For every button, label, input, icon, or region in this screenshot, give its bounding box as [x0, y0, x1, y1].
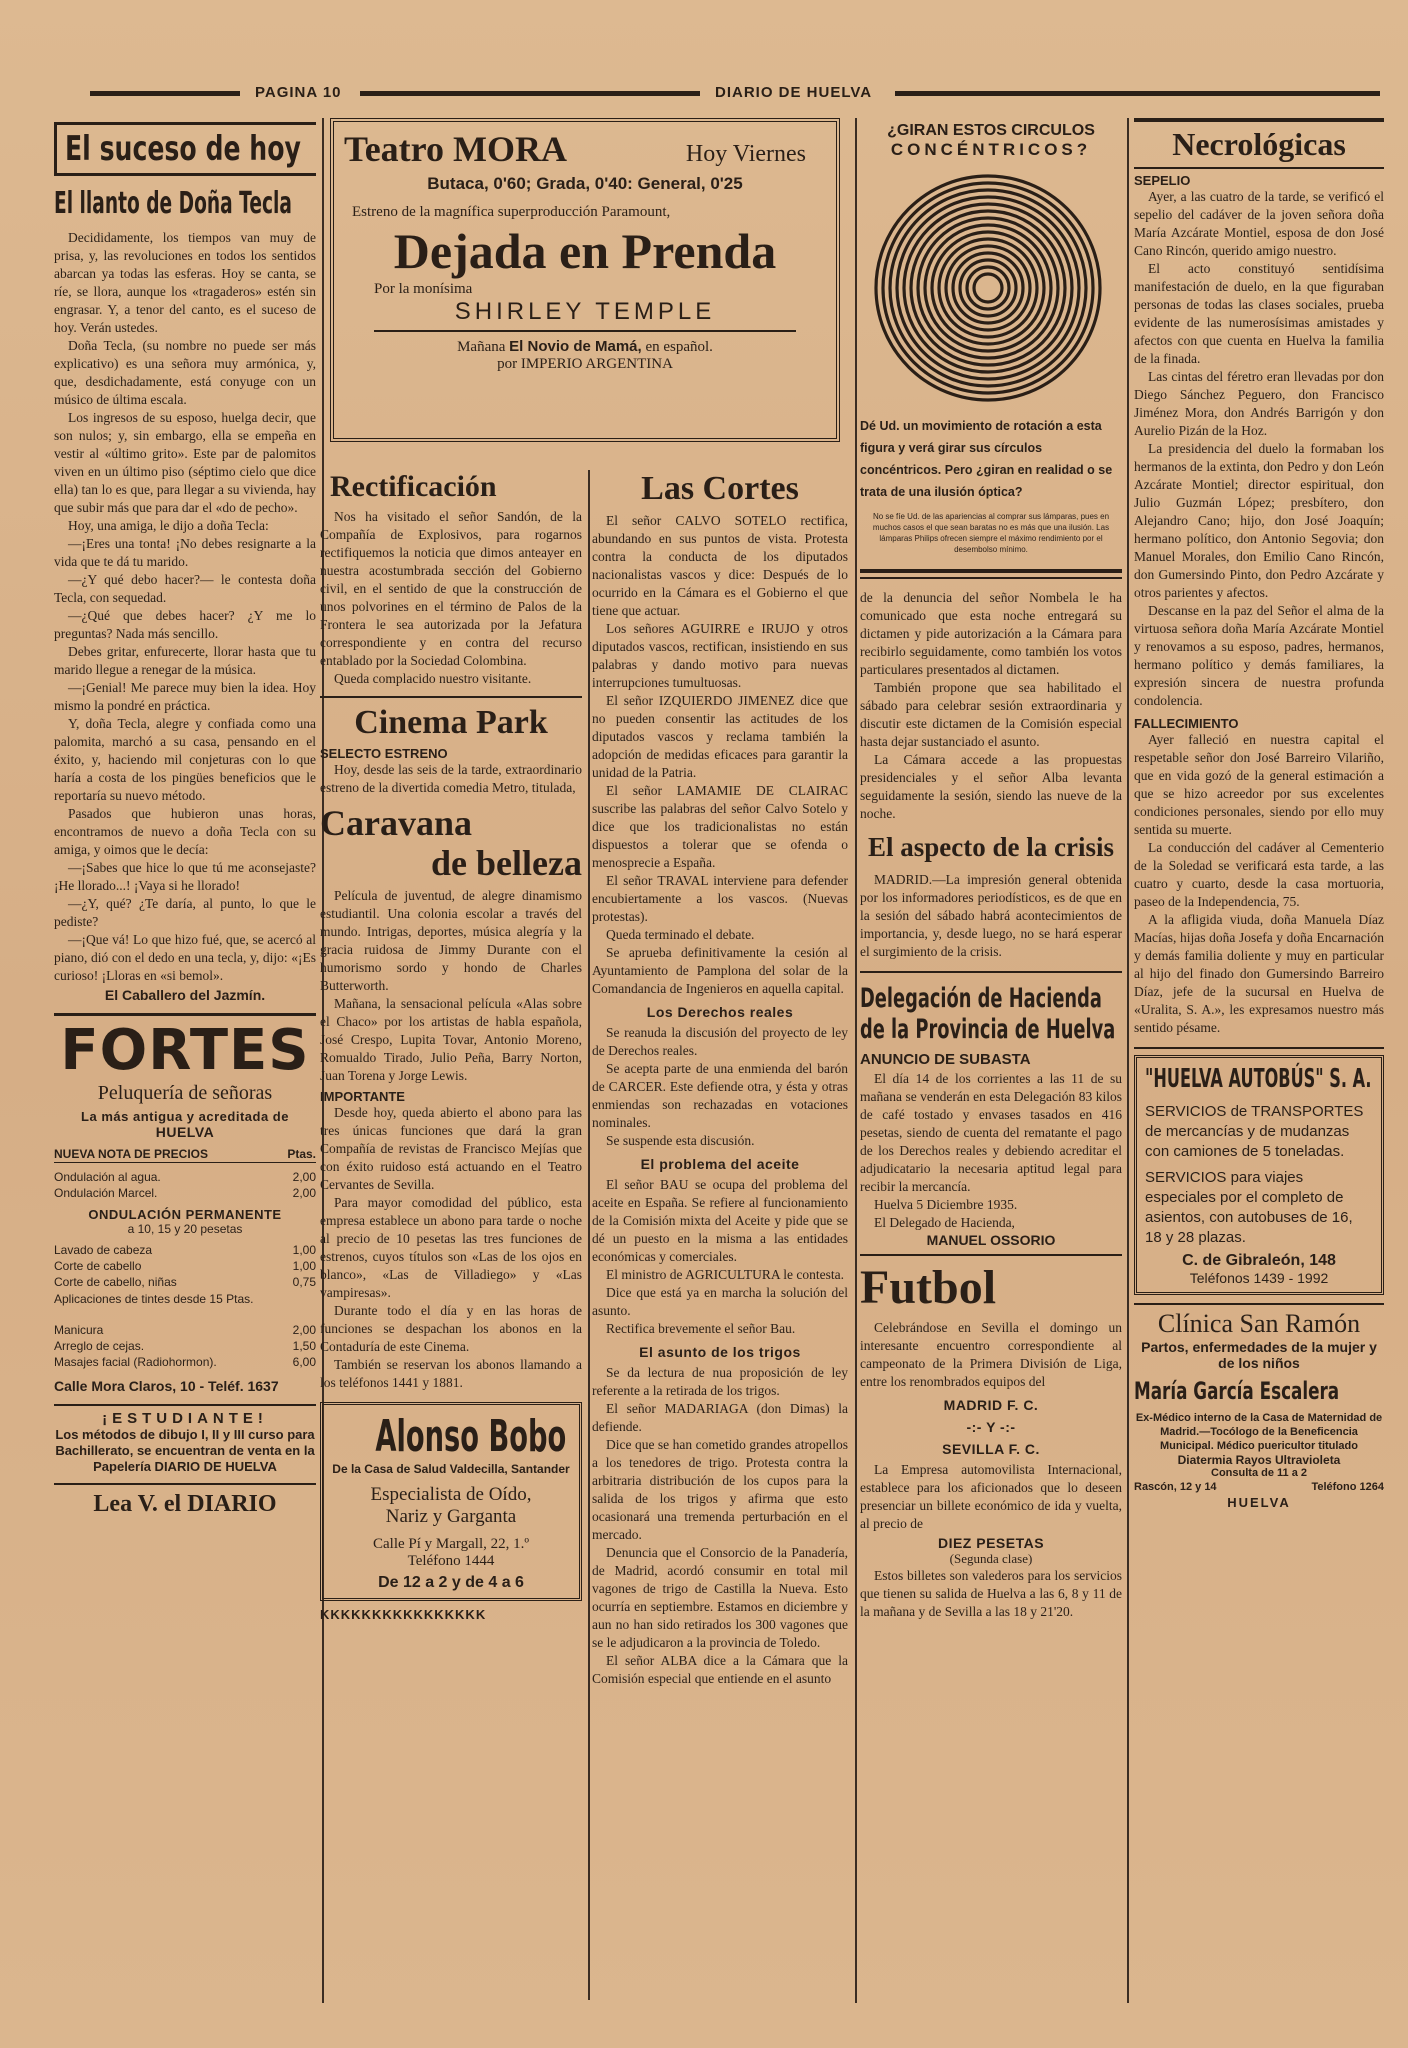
- fortes-sub: Peluquería de señoras: [97, 1082, 273, 1104]
- price-list-1: [54, 1169, 316, 1201]
- fortes-name: FORTES: [60, 1018, 310, 1083]
- clinica-city: HUELVA: [1227, 1495, 1291, 1510]
- estudiante-head: ¡ESTUDIANTE!: [102, 1410, 268, 1427]
- film-title: Dejada en Prenda: [393, 223, 777, 279]
- alonso-addr: Calle Pí y Margall, 22, 1.º: [372, 1536, 530, 1552]
- concentric-ring: [974, 274, 1002, 302]
- perm-title: ONDULACIÓN PERMANENTE: [88, 1207, 282, 1222]
- clinica-tel: Teléfono 1264: [1311, 1481, 1384, 1493]
- cortes-h2: Los Derechos reales: [646, 1004, 794, 1020]
- price-row: Masajes facial (Radiohormon). 6,00: [54, 1355, 316, 1369]
- film2-title: de belleza: [431, 843, 582, 883]
- fortes-city: HUELVA: [155, 1124, 215, 1140]
- alonso-bobo-ad: [320, 1402, 582, 1601]
- autobus-addr: C. de Gibraleón, 148: [1182, 1252, 1336, 1269]
- column-1: [54, 118, 316, 1518]
- concentric-ring: [883, 183, 1093, 393]
- alonso-tel: Teléfono 1444: [407, 1553, 495, 1569]
- manana-film: El Novio de Mamá,: [509, 338, 642, 355]
- film1-title: Caravana: [320, 803, 472, 843]
- star-name: SHIRLEY TEMPLE: [374, 298, 796, 332]
- article-title: El llanto de Doña Tecla: [54, 186, 292, 221]
- signature: El Caballero del Jazmín.: [104, 987, 266, 1003]
- article-body: Decididamente, los tiempos van muy de prisa, y, las revoluciones en todos los sentidos abarcan ya todas las esferas. Hoy se canta, se ríe, se llora, aunque los «tragaderos» estén sin engrasar. Y, a tenor del canto, es el suceso de hoy. Verán ustedes. Doña Tecla, (su nombre no puede ser más explicativo) es una señora muy armónica, y, que, desdichadamente, está conyuge con un músico de última escala. Los ingresos de su esposo, huelga decir, que son nulos; y, sin embargo, ella se empeña en vestir al «último grito». Este par de palomitos viven en un último piso (séptimo cielo que dice ella) tan lo es que, para llegar a su vivienda, hay que subir más que para dar el «do de pecho». Hoy, una amiga, le dijo a doña Tecla: —¡Eres una tonta! ¡No debes resignarte a la vida que te dá tu marido. —¿Y qué debo hacer?— le contesta doña Tecla, con sequedad. —¿Qué que debes hacer? ¿Y me lo preguntas? Nada más sencillo. Debes gritar, enfurecerte, llorar hasta que tu marido llegue a renegar de la música. —¡Genial! Me parece muy bien la idea. Hoy mismo la pondré en práctica. Y, doña Tecla, alegre y confiada como una palomita, marchó a su casa, pensando en el éxito, y, haciendo mil conjeturas con lo que haría a costa de los pingües beneficios que le reportaría su nuevo método. Pasados que hubieron unas horas, encontramos de nuevo a doña Tecla con su amiga, y oimos que le decía: —¡Sabes que hice lo que tú me aconsejaste? ¡He llorado...! ¡Vaya si he llorado! —¿Y, qué? ¿Te daría, al punto, lo que le pediste? —¡Que vá! Lo que hizo fué, que, se acercó al piano, dió con el dedo en una tecla, y, dijo: «¡Es curioso! ¡Lloras en «si bemol».: [54, 230, 316, 983]
- futbol-title: Futbol: [860, 1261, 997, 1314]
- cinema-importante: IMPORTANTE: [320, 1089, 405, 1104]
- cortes-h3: El problema del aceite: [640, 1156, 800, 1172]
- delegacion-sub: ANUNCIO DE SUBASTA: [860, 1051, 1031, 1068]
- clinica-cred: Ex-Médico interno de la Casa de Maternidad de Madrid.—Tocólogo de la Beneficencia Municipal. Médico puericultor titulado: [1135, 1412, 1383, 1452]
- delegacion-t1: Delegación de Hacienda: [860, 983, 1102, 1014]
- perm-sub: a 10, 15 y 20 pesetas: [127, 1222, 243, 1236]
- rect-title: Rectificación: [330, 470, 497, 503]
- cortes-title: Las Cortes: [641, 470, 799, 507]
- delegacion-name: MANUEL OSSORIO: [926, 1232, 1056, 1248]
- estudiante-ad: [54, 1410, 316, 1475]
- clinica-name: Clínica San Ramón: [1157, 1309, 1361, 1338]
- delegacion-text: El día 14 de los corrientes a las 11 de su mañana se venderán en esta Delegación 83 kilos de café tostado y envases tasados en 416 pesetas, siendo de cuenta del rematante el pago de los Derechos reales y debiendo acreditar el adjudicatario la necesaria aptitud legal para recibir la mercancía.: [860, 1071, 1122, 1194]
- price-row: Corte de cabello 1,00: [54, 1259, 316, 1273]
- autobus-l1: SERVICIOS de TRANSPORTES de mercancías y de mudanzas con camiones de 5 toneladas.: [1145, 1103, 1364, 1160]
- futbol-price: DIEZ PESETAS: [937, 1535, 1045, 1551]
- futbol-clase: (Segunda clase): [949, 1551, 1033, 1566]
- price-row: Manicura 2,00: [54, 1323, 316, 1337]
- cinema-selecto: SELECTO ESTRENO: [320, 746, 448, 761]
- teatro-name: Teatro MORA: [344, 129, 567, 169]
- autobus-ad: [1134, 1055, 1384, 1295]
- autobus-tel: Teléfonos 1439 - 1992: [1189, 1270, 1329, 1286]
- alonso-border: KKKKKKKKKKKKKKKK: [320, 1607, 487, 1622]
- autobus-name: "HUELVA AUTOBÚS" S. A.: [1145, 1064, 1372, 1094]
- manana-label: Mañana: [457, 339, 506, 355]
- section-box: [54, 122, 316, 176]
- necro-title: Necrológicas: [1172, 126, 1346, 162]
- cinema-p1: Hoy, desde las seis de la tarde, extraordinario estreno de la divertida comedia Metro, titulada,: [320, 762, 582, 795]
- alonso-spec: Especialista de Oído, Nariz y Garganta: [370, 1484, 532, 1527]
- teatro-por: Por la monísima: [374, 281, 473, 297]
- price-row: Ondulación Marcel. 2,00: [54, 1186, 316, 1200]
- teatro-day: Hoy Viernes: [685, 141, 806, 167]
- concentric-ring: [911, 211, 1065, 365]
- price-row: Corte de cabello, niñas 0,75: [54, 1275, 316, 1289]
- column-3: Las Cortes El señor CALVO SOTELO rectifica, abundando en sus puntos de vista. Protesta contra la conducta de los diputados nacionalistas vascos y dice: Después de lo ocurrido en la Cámara es el Gobierno el que tiene que actuar. Los señores AGUIRRE e IRUJO y otros diputados vascos, rectifican, insistiendo en sus palabras y dando motivo para nuevas interrupciones tumultuosas. El señor IZQUIERDO JIMENEZ dice que no pueden consentir las actitudes de los diputados vascos y reclama también la adopción de medidas eficaces para garantir la unidad de la Patria. El señor LAMAMIE DE CLAIRAC suscribe las palabras del señor Calvo Sotelo y dice que los tradicionalistas no están dispuestos a tolerar que se ofenda o menosprecie a España. El señor TRAVAL interviene para defender encubiertamente a los vascos. (Nuevas protestas). Queda terminado el debate. Se aprueba definitivamente la cesión al Ayuntamiento de Pamplona del solar de la Comandancia de Ingenieros en aquella capital. Los Derechos reales Se reanuda la discusión del proyecto de ley de Derechos reales. Se acepta parte de una enmienda del barón de CARCER. Este defiende otra, y ésta y otras enmiendas son rechazadas en votaciones nominales. Se suspende esta discusión. El problema del aceite El señor BAU se ocupa del problema del aceite en España. Se refiere al funcionamiento de la Comisión mixta del Aceite y pide que se dé un puesto en la misma a las entidades económicas y comerciales. El ministro de AGRICULTURA le contesta. Dice que está ya en marcha la solución del asunto. Rectifica brevemente el señor Bau. El asunto de los trigos Se da lectura de nua proposición de ley referente a la retirada de los trigos. El señor MADARIAGA (don Dimas) la defiende. Dice que se han cometido grandes atropellos a los tenedores de trigo. Protesta contra la arbitraria distribución de los cupos para la salida de los trigos y afirma que esto ocasionará una tremenda perturbación en el mercado. Denuncia que el Consorcio de la Panadería, de Madrid, acordó consumir en total mil vagones de trigo de Castilla la Nueva. Esto ocurría en septiembre. Estamos en diciembre y aun no han sido retirados los 300 vagones que se le adjudicaron a la provincia de Toledo. El señor ALBA dice a la Cámara que la Comisión especial que entiende en el asunto: [592, 470, 848, 1686]
- necro-h1: SEPELIO: [1134, 173, 1191, 188]
- circulos-text: Dé Ud. un movimiento de rotación a esta figura y verá girar sus círculos concéntricos. Pero ¿giran en realidad o se trata de una ilusión óptica?: [860, 419, 1113, 499]
- rect-text2: Queda complacido nuestro visitante.: [334, 671, 532, 686]
- rect-text: Nos ha visitado el señor Sandón, de la Compañía de Explosivos, para rogarnos rectifiquemos la noticia que dimos anteayer en nuestra acostumbrada sección del Gobierno civil, en el sentido de que la construcción de unos polvorines en el término de Palos de la Frontera le sea autorizada por la Jefatura correspondiente y en contra del recurso entablado por la Sociedad Colombina.: [320, 509, 582, 668]
- column-4: ¿GIRAN ESTOS CIRCULOS CONCÉNTRICOS? Dé Ud. un movimiento de rotación a esta figura y verá girar sus círculos concéntricos. Pero ¿giran en realidad o se trata de una ilusión óptica? No se fíe Ud. de las apariencias al comprar sus lámparas, pues en muchos casos el que sean baratas no es más que una ilusión. Las lámparas Philips ofrecen siempre el máximo rendimiento por el desembolso mínimo. de la denuncia del señor Nombela le ha comunicado que esta noche entregará su dictamen y pide autorización a la Cámara para recibirlo seguidamente, como también los votos particulares presentados al dictamen. También propone que sea habilitado el sábado para celebrar sesión extraordinaria y discutir este dictamen de la Comisión especial hasta dejar sustanciado el asunto. La Cámara accede a las propuestas presidenciales y el señor Alba levanta seguidamente la sesión, siendo las nueve de la noche. El aspecto de la crisis MADRID.—La impresión general obtenida por los informadores periodísticos, es de que en la sesión del sábado habrá acontecimientos de importancia, y, desde luego, no se hará esperar el surgimiento de la crisis. Delegación de Hacienda de la Provincia de Huelva ANUNCIO DE SUBASTA El día 14 de los corrientes a las 11 de su mañana se venderán en esta Delegación 83 kilos de café tostado y envases tasados en 416 pesetas, siendo de cuenta del rematante el pago de los Derechos reales y debiendo acreditar el adjudicatario la necesaria aptitud legal para recibir la mercancía. Huelva 5 Diciembre 1935. El Delegado de Hacienda, MANUEL OSSORIO Futbol Celebrándose en Sevilla el domingo un interesante encuentro correspondiente al campeonato de la Primera División de Liga, entre los renombrados equipos del MADRID F. C. -:- Y -:- SEVILLA F. C. La Empresa automovilista Internacional, establece para los aficionados que lo deseen presenciar un billete económico de ida y vuelta, al precio de DIEZ PESETAS (Segunda clase) Estos billetes son valederos para los servicios que tienen su salida de Huelva a las 6, 8 y 11 de la mañana y de Sevilla a las 18 y 21'20.: [860, 122, 1122, 1619]
- concentric-ring: [904, 204, 1072, 372]
- fortes-ad: [54, 1020, 316, 1394]
- circulos-q1: ¿GIRAN ESTOS CIRCULOS: [887, 122, 1095, 139]
- cortes-h4: El asunto de los trigos: [639, 1344, 801, 1360]
- autobus-l2: SERVICIOS para viajes especiales por el completo de asientos, con autobuses de 16, 18 y 28 plazas.: [1145, 1169, 1353, 1246]
- concentric-ring: [953, 253, 1023, 323]
- price-row: Lavado de cabeza 1,00: [54, 1243, 316, 1257]
- vs-label: -:- Y -:-: [966, 1419, 1016, 1435]
- concentric-ring: [925, 225, 1051, 351]
- alonso-name: Alonso Bobo: [375, 1411, 567, 1462]
- alonso-hours: De 12 a 2 y de 4 a 6: [378, 1574, 524, 1591]
- circulos-small: No se fíe Ud. de las apariencias al comprar sus lámparas, pues en muchos casos el que sean baratas no es más que una ilusión. Las lámparas Philips ofrecen siempre el máximo rendimiento por el desembolso mínimo.: [872, 512, 1110, 554]
- fortes-tag: La más antigua y acreditada de: [81, 1109, 289, 1124]
- page-number: PAGINA 10: [255, 84, 342, 101]
- price-row: Arreglo de cejas. 1,50: [54, 1339, 316, 1353]
- clinica-ad: [1134, 1309, 1384, 1510]
- teatro-mora-ad: [330, 118, 840, 442]
- column-2: Rectificación Nos ha visitado el señor Sandón, de la Compañía de Explosivos, para rogarnos rectifiquemos la noticia que dimos anteayer en nuestra acostumbrada sección del Gobierno civil, en el sentido de que la construcción de unos polvorines en el término de Palos de la Frontera le sea autorizada por la Jefatura correspondiente y en contra del recurso entablado por la Sociedad Colombina. Queda complacido nuestro visitante. Cinema Park SELECTO ESTRENO Hoy, desde las seis de la tarde, extraordinario estreno de la divertida comedia Metro, titulada, Caravana de belleza Película de juventud, de alegre dinamismo estudiantil. Una colonia escolar a través del mundo. Intrigas, deportes, música alegría y la gracia ruidosa de Jimmy Durante con el humorismo sordo y hondo de Charles Butterworth. Mañana, la sensacional película «Alas sobre el Chaco» por los artistas de habla española, José Crespo, Lupita Tovar, Antonio Moreno, Romualdo Tirado, Julio Peña, Barry Norton, Juan Torena y Jorge Lewis. IMPORTANTE Desde hoy, queda abierto el abono para las tres únicas funciones que dará la gran Compañía de revistas de Francisco Mejías que con éxito ruidoso está actuando en el Teatro Cervantes de Sevilla. Para mayor comodidad del público, esta empresa establece un abono para tarde o noche al precio de 10 pesetas las tres funciones de estrenos, cuyos títulos son «Las de los ojos en blanco», «Las de Villadiego» y «Las vampiresas». Durante todo el día y en las horas de funciones se despachan los abonos en la Contaduría de este Cinema. También se reservan los abonos llamando a los teléfonos 1441 y 1881. Alonso Bobo De la Casa de Salud Valdecilla, Santander Especialista de Oído, Nariz y Garganta Calle Pí y Margall, 22, 1.º Teléfono 1444 De 12 a 2 y de 4 a 6 KKKKKKKKKKKKKKKK: [320, 470, 582, 1622]
- page-header: [90, 80, 1380, 110]
- delegacion-t2: de la Provincia de Huelva: [860, 1014, 1116, 1045]
- clinica-doc: María García Escalera: [1134, 1377, 1340, 1405]
- paper-name: DIARIO DE HUELVA: [715, 84, 873, 101]
- concentric-circles-figure: [860, 160, 1122, 415]
- teatro-estreno: Estreno de la magnífica superproducción Paramount,: [352, 204, 671, 220]
- circulos-q2: CONCÉNTRICOS?: [890, 140, 1092, 159]
- cont-text: de la denuncia del señor Nombela le ha comunicado que esta noche entregará su dictamen y pide autorización a la Cámara para recibirlo seguidamente, como también los votos particulares presentados al dictamen.: [860, 590, 1122, 677]
- clinica-hours: Consulta de 11 a 2: [1211, 1467, 1307, 1479]
- lea-diario: Lea V. el DIARIO: [93, 1491, 277, 1517]
- teatro-prices: Butaca, 0'60; Grada, 0'40: General, 0'25: [427, 174, 743, 193]
- clinica-sub: Partos, enfermedades de la mujer y de los niños: [1141, 1339, 1377, 1371]
- tints-note: Aplicaciones de tintes desde 15 Ptas.: [54, 1292, 254, 1306]
- aspecto-text: MADRID.—La impresión general obtenida por los informadores periodísticos, es de que en la sesión del sábado habrá acontecimientos de importancia, y, desde luego, no se hará esperar el surgimiento de la crisis.: [860, 872, 1122, 959]
- fortes-address: Calle Mora Claros, 10 - Teléf. 1637: [54, 1378, 279, 1394]
- manana-post: en español.: [645, 339, 713, 355]
- section-title: El suceso de hoy: [65, 129, 301, 169]
- estudiante-text: Los métodos de dibujo I, II y III curso para Bachillerato, se encuentran de venta en la Papelería DIARIO DE HUELVA: [55, 1427, 315, 1474]
- clinica-serv: Diatermia Rayos Ultravioleta: [1177, 1453, 1341, 1467]
- aspecto-title: El aspecto de la crisis: [868, 832, 1114, 862]
- team-1: MADRID F. C.: [943, 1397, 1039, 1413]
- cinema-title: Cinema Park: [354, 704, 548, 741]
- necro-h2: FALLECIMIENTO: [1134, 716, 1239, 731]
- team-2: SEVILLA F. C.: [942, 1441, 1040, 1457]
- concentric-ring: [932, 232, 1044, 344]
- alonso-from: De la Casa de Salud Valdecilla, Santander: [332, 1462, 570, 1476]
- price-row: Ondulación al agua. 2,00: [54, 1170, 316, 1184]
- manana-por: por IMPERIO ARGENTINA: [497, 356, 673, 372]
- column-5: Necrológicas SEPELIO Ayer, a las cuatro de la tarde, se verificó el sepelio del cadáver de la joven señora doña María Azcárate Montiel, esposa de don José Cano Rincón, querido amigo nuestro. El acto constituyó sentidísima manifestación de duelo, en la que figuraban personas de todas las clases sociales, prueba evidente de las numerosísimas amistades y afectos con que cuenta en Huelva la familia de la finada. Las cintas del féretro eran llevadas por don Diego Sánchez Peguero, don Francisco Jiménez Mora, don Andrés Barrigón y don Aurelio Pizán de la Hoz. La presidencia del duelo la formaban los hermanos de la extinta, don Pedro y don León Azcárate Montiel; director espiritual, don Julio Guzmán López; presbítero, don Alejandro Cano; hijo, don José Joaquín; hermano político, don Antonio Segovia; don Manuel Morales, don Emilio Cano Rincón, don Gumersindo Pinto, don Pedro Azcárate y otros parientes y afectos. Descanse en la paz del Señor el alma de la virtuosa señora doña María Azcárate Montiel y renovamos a su esposo, padres, hermanos, hermano político y demás familiares, la expresión sincera de nuestra profunda condolencia. FALLECIMIENTO Ayer falleció en nuestra capital el respetable señor don José Barreiro Vilariño, que en vida gozó de la general estimación a que se hizo acreedor por sus excelentes condiciones personales, siendo por ello muy sentida su muerte. La conducción del cadáver al Cementerio de la Soledad se verificará esta tarde, a las cuatro y cuarto, desde la casa mortuoria, paseo de la Independencia, 75. A la afligida viuda, doña Manuela Díaz Macías, hijas doña Josefa y doña Encarnación y demás familia doliente y muy en particular al hijo del finado don Gumersindo Barreiro Díaz, jefe de la sucursal en Huelva de «Uralita, S. A.», les expresamos nuestro más sentido pésame. "HUELVA AUTOBÚS" S. A. SERVICIOS de TRANSPORTES de mercancías y de mudanzas con camiones de 5 toneladas. SERVICIOS para viajes especiales por el completo de asientos, con autobuses de 16, 18 y 28 plazas. C. de Gibraleón, 148 Teléfonos 1439 - 1992 Clínica San Ramón Partos, enfermedades de la mujer y de los niños María García Escalera Ex-Médico interno de la Casa de Maternidad de Madrid.—Tocólogo de la Beneficencia Municipal. Médico puericultor titulado Diatermia Rayos Ultravioleta Consulta de 11 a 2 Rascón, 12 y 14 Teléfono 1264 HUELVA: [1134, 118, 1384, 1510]
- price-header: NUEVA NOTA DE PRECIOS Ptas.: [54, 1147, 316, 1161]
- clinica-addr: Rascón, 12 y 14: [1134, 1481, 1217, 1493]
